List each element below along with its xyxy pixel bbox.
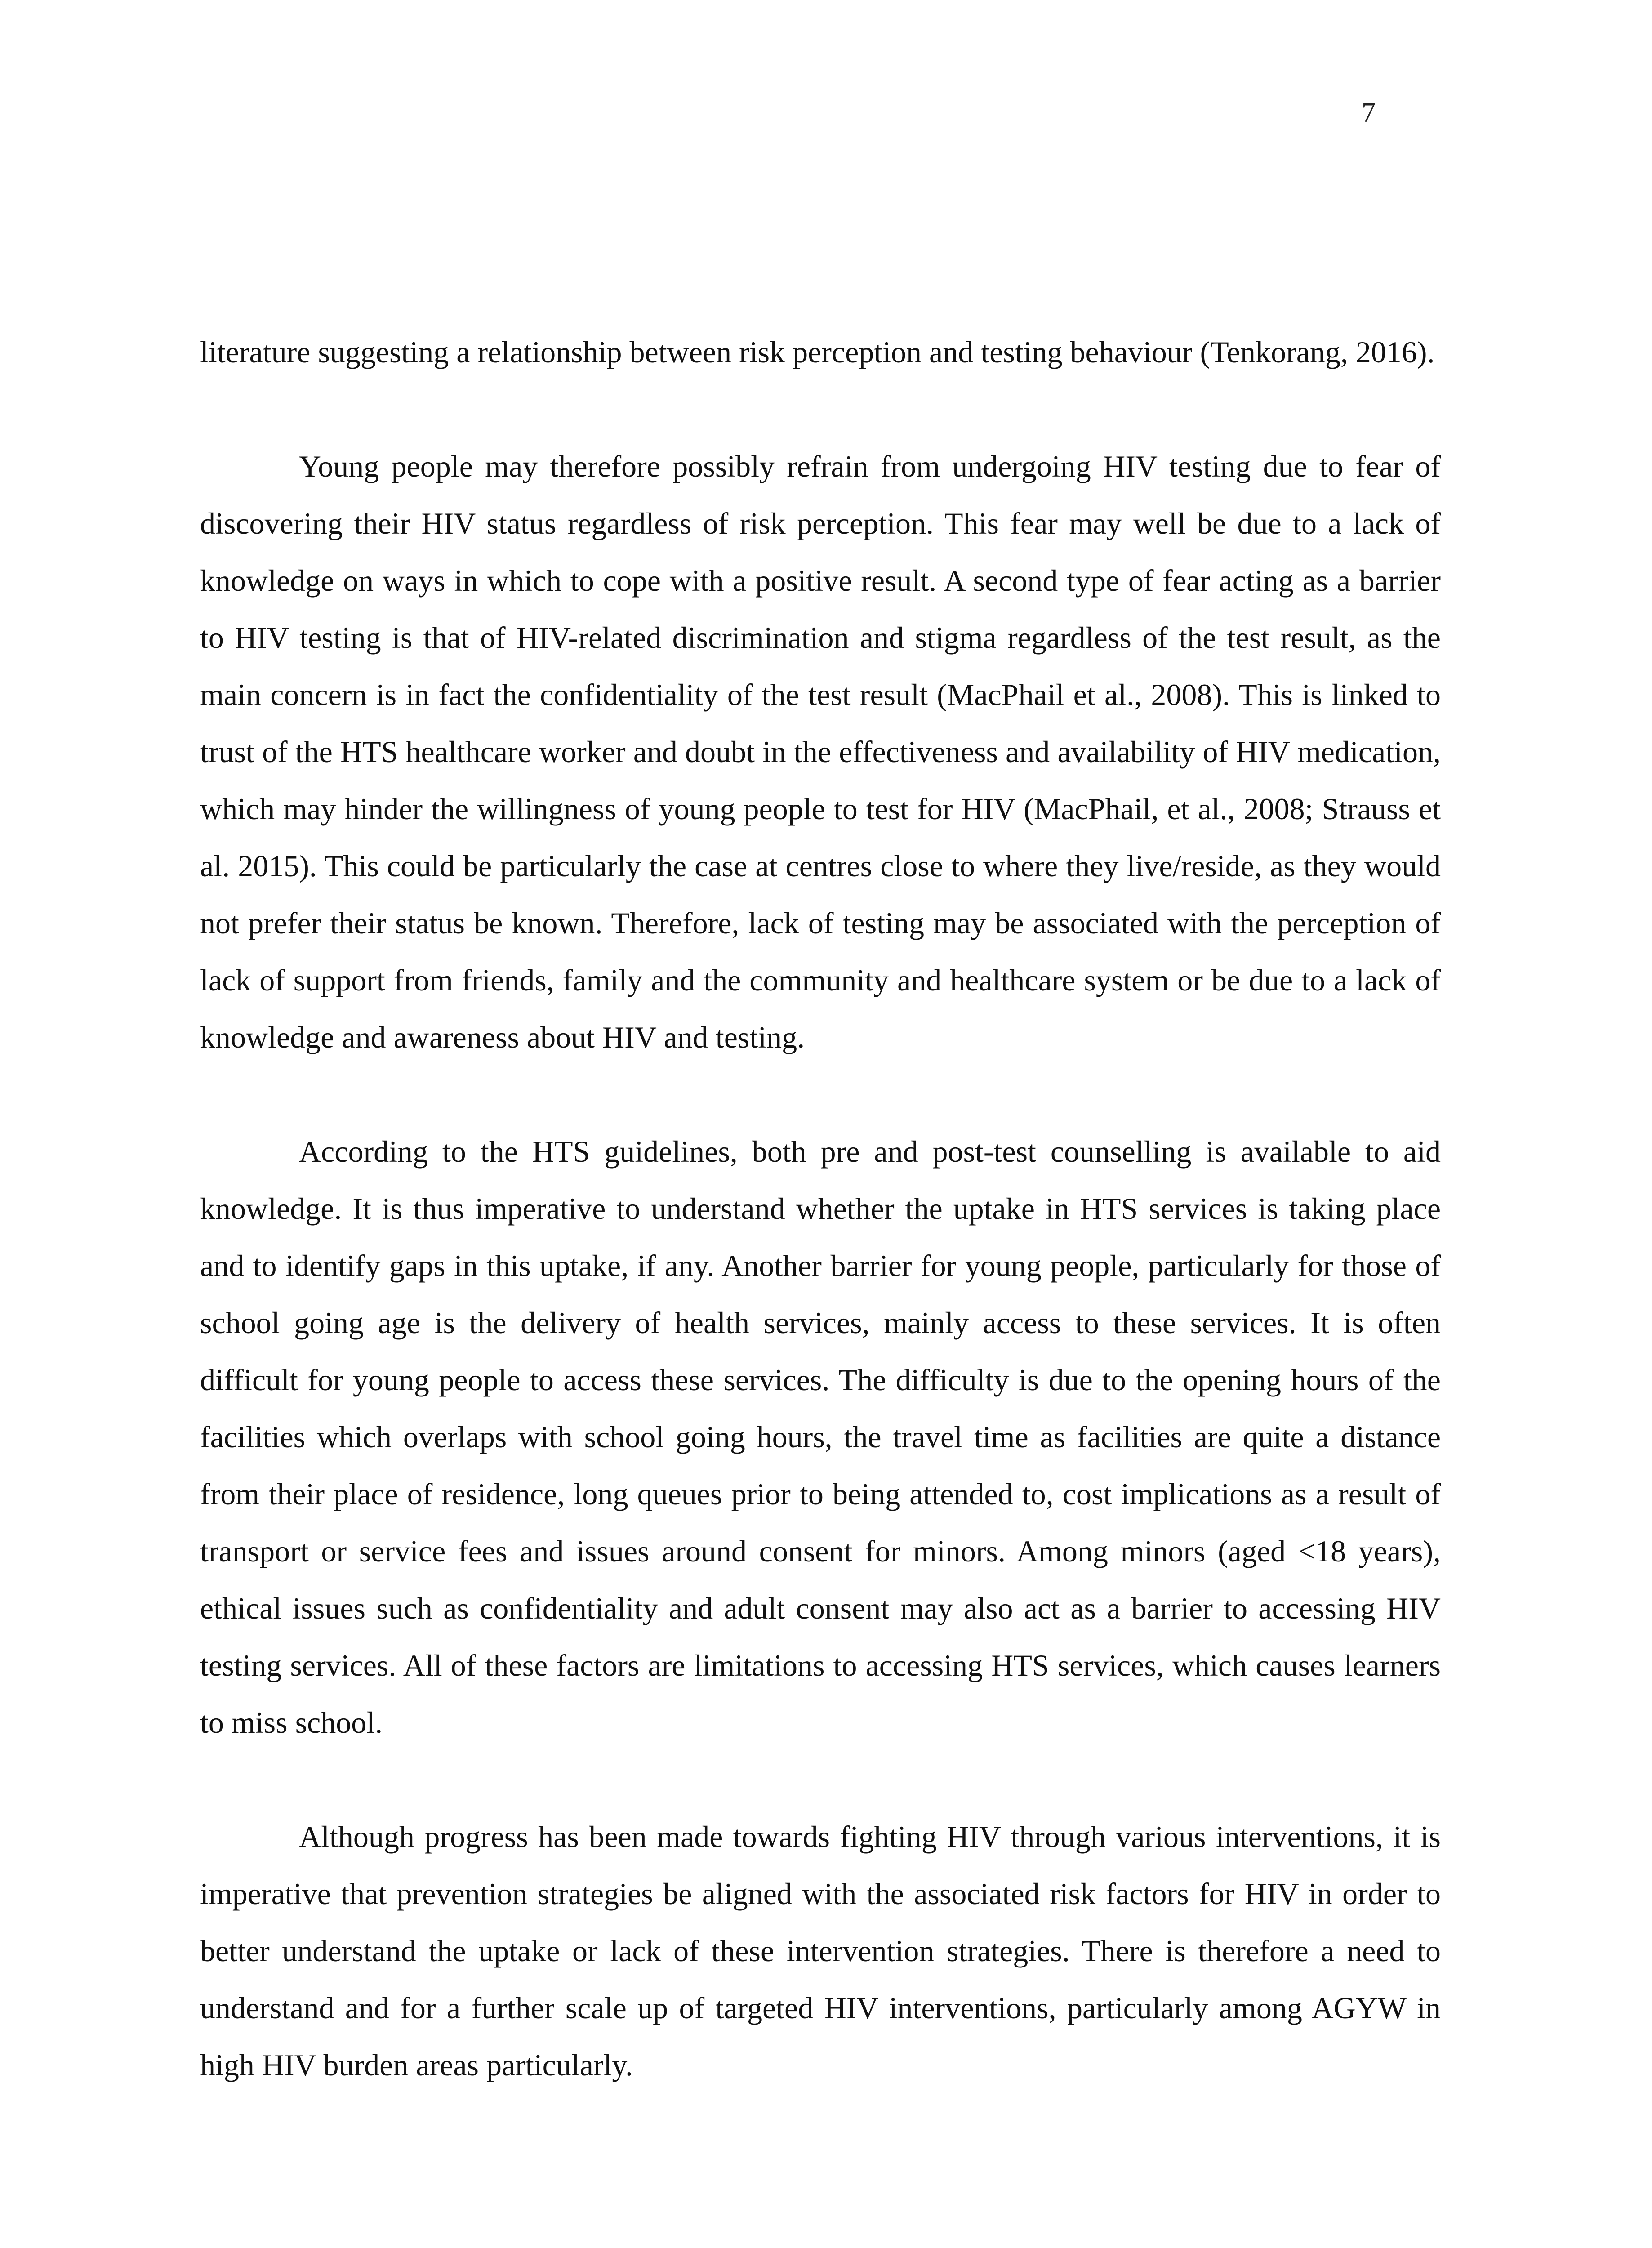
paragraph-prevention-strategies: Although progress has been made towards fighting HIV through various interventions, it is imperative that prevention strategies be aligned with the associated risk factors for HIV in order to better understand the uptake or lack of these intervention strategies. There is therefore a need to understand and for a further scale up of targeted HIV interventions, particularly among AGYW in high HIV burden areas particularly. xyxy=(200,1820,1441,2082)
page-number: 7 xyxy=(1362,98,1376,128)
paragraph-fear-of-testing: Young people may therefore possibly refrain from undergoing HIV testing due to fear of discovering their HIV status regardless of risk perception. This fear may well be due to a lack of knowledge on ways in which to cope with a positive result. A second type of fear acting as a barrier to HIV testing is that of HIV-related discrimination and stigma regardless of the test result, as the main concern is in fact the confidentiality of the test result (MacPhail et al., 2008). This is linked to trust of the HTS healthcare worker and doubt in the effectiveness and availability of HIV medication, which may hinder the willingness of young people to test for HIV (MacPhail, et al., 2008; Strauss et al. 2015). This could be particularly the case at centres close to where they live/reside, as they would not prefer their status be known. Therefore, lack of testing may be associated with the perception of lack of support from friends, family and the community and healthcare system or be due to a lack of knowledge and awareness about HIV and testing. xyxy=(200,449,1441,1054)
paragraph-continuation: literature suggesting a relationship between risk perception and testing behaviour (Tenkorang, 2016). xyxy=(200,335,1435,369)
body-text xyxy=(200,324,1441,2094)
paragraph-hts-access-barriers: According to the HTS guidelines, both pre and post-test counselling is available to aid knowledge. It is thus imperative to understand whether the uptake in HTS services is taking place and to identify gaps in this uptake, if any. Another barrier for young people, particularly for those of school going age is the delivery of health services, mainly access to these services. It is often difficult for young people to access these services. The difficulty is due to the opening hours of the facilities which overlaps with school going hours, the travel time as facilities are quite a distance from their place of residence, long queues prior to being attended to, cost implications as a result of transport or service fees and issues around consent for minors. Among minors (aged <18 years), ethical issues such as confidentiality and adult consent may also act as a barrier to accessing HIV testing services. All of these factors are limitations to accessing HTS services, which causes learners to miss school. xyxy=(200,1134,1441,1740)
